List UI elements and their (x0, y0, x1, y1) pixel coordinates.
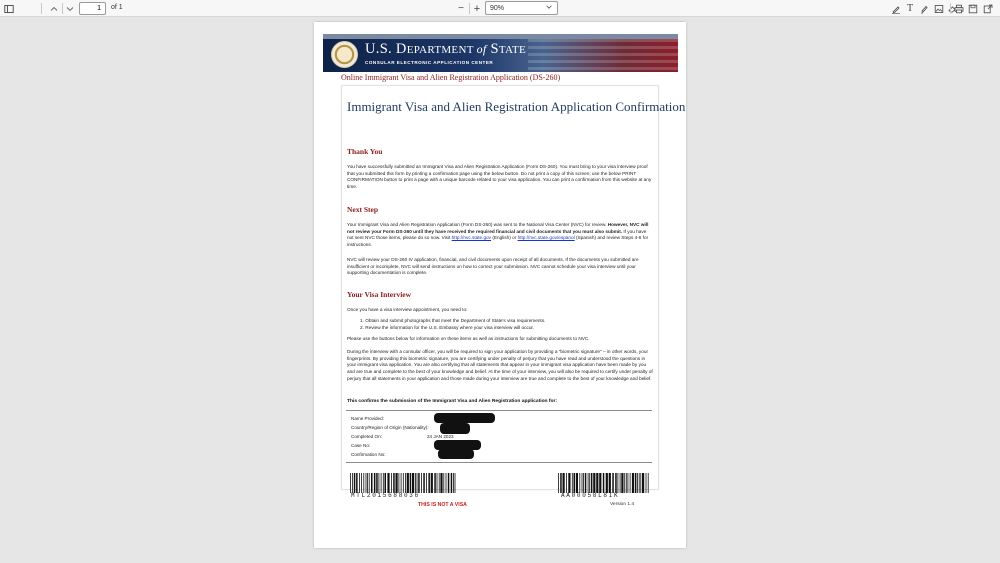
barcode-bar (391, 473, 392, 493)
brand-part-1: U.S. D (365, 41, 407, 57)
barcode-bar (624, 473, 625, 493)
toolbar-divider (62, 3, 63, 14)
barcode-bar (451, 473, 453, 493)
field-label-confirmation: Confirmation No: (351, 452, 386, 457)
zoom-select[interactable] (485, 1, 558, 15)
barcode-bar (589, 473, 590, 493)
barcode-bar (381, 473, 382, 493)
interview-list (360, 318, 545, 331)
barcode-bar (359, 473, 360, 493)
barcode-bar (646, 473, 647, 493)
barcode-bar (642, 473, 644, 493)
barcode-bar (443, 473, 444, 493)
barcode-bar (361, 473, 362, 493)
field-label-case: Case No: (351, 443, 371, 448)
print-icon[interactable] (953, 2, 965, 15)
page-up-icon[interactable] (48, 2, 60, 15)
barcode-bar (599, 473, 601, 493)
nvc-english-link[interactable]: http://nvc.state.gov (451, 235, 492, 241)
nvc-spanish-link[interactable]: http://nvc.state.gov/espanol (517, 235, 575, 241)
barcode-bar (603, 473, 605, 493)
barcode-bar (421, 473, 422, 493)
barcode-bar (369, 473, 370, 493)
barcode-right-text: AA00058L8IK (561, 492, 620, 499)
zoom-out-icon[interactable]: − (458, 3, 464, 14)
barcode-bar (596, 473, 598, 493)
next-step-paragraph-1 (347, 222, 653, 249)
barcode-bar (366, 473, 367, 493)
brand-part-3: S (486, 41, 499, 57)
visa-interview-heading: Your Visa Interview (347, 290, 412, 299)
brand-part-2: EPARTMENT (406, 44, 477, 56)
brand-part-4: TATE (498, 44, 527, 56)
barcode-bar (558, 473, 559, 493)
next-step-paragraph-2: NVC will review your DS-260 IV application, financial, and civil documents upon receipt of all documents. If the documents you submitted are insufficient or incomplete, NVC will send instructions on how to correct your submission. NVC cannot schedule your visa interview until your supporting documentation is complete. (347, 257, 639, 276)
barcode-bar (563, 473, 565, 493)
barcode-bar (393, 473, 395, 493)
barcode-bar (439, 473, 440, 493)
barcode-bar (437, 473, 438, 493)
barcode-bar (455, 473, 456, 493)
thank-you-heading: Thank You (347, 147, 383, 156)
barcode-left-text: MTL2015688036 (351, 492, 420, 499)
field-label-name: Name Provided: (351, 416, 384, 421)
redacted-confirmation-number (438, 449, 474, 459)
list-item: 1. Obtain and submit photographs that meet the Department of State's visa requirements. (360, 318, 546, 323)
interview-intro: Once you have a visa interview appointment, you need to: (347, 307, 468, 312)
barcode-bar (371, 473, 373, 493)
version-label: Version 1.4 (610, 502, 635, 507)
field-value-completed: 24 JAN 2023 (427, 434, 454, 439)
barcode-bar (583, 473, 584, 493)
barcode-bar (621, 473, 623, 493)
brand-part-of: of (476, 42, 487, 56)
highlight-icon[interactable] (918, 2, 930, 15)
draw-icon[interactable] (890, 2, 902, 15)
barcode-bar (387, 473, 389, 493)
sidebar-toggle-icon[interactable] (3, 2, 15, 15)
barcode-bar (560, 473, 562, 493)
zoom-in-icon[interactable]: + (473, 2, 481, 15)
divider (346, 462, 652, 463)
barcode-bar (374, 473, 376, 493)
barcode-bar (593, 473, 595, 493)
state-department-banner (323, 34, 678, 72)
text-icon[interactable]: T (906, 3, 914, 14)
barcode-bar (626, 473, 627, 493)
barcode-bar (401, 473, 402, 493)
confirmation-statement: This confirms the submission of the Immigrant Visa and Alien Registration application for: (347, 399, 558, 404)
field-label-completed: Completed On: (351, 434, 382, 439)
divider (346, 410, 652, 411)
pdf-toolbar (0, 0, 1000, 17)
barcode-bar (412, 473, 414, 493)
barcode-bar (582, 473, 583, 493)
field-label-nationality: Country/Region of Origin (Nationality): (351, 425, 429, 430)
barcode-bar (574, 473, 576, 493)
barcode-bar (648, 473, 649, 493)
barcode-bar (566, 473, 567, 493)
barcode-bar (630, 473, 631, 493)
not-a-visa-notice: THIS IS NOT A VISA (418, 502, 467, 508)
barcode-bar (632, 473, 634, 493)
page-down-icon[interactable] (64, 2, 76, 15)
barcode-bar (635, 473, 637, 493)
barcode-bar (356, 473, 358, 493)
barcode-bar (405, 473, 406, 493)
barcode-bar (417, 473, 418, 493)
thank-you-text: You have successfully submitted an Immigrant Visa and Alien Registration Application (Form DS-260). You must bring to your visa interview proof that you submitted this form by printing a confirmation page using the below button. Do not print a copy of this screen; use the below PRINT CONFIRMATION button to print a page with a unique barcode related to your visa application. You can print a confirmation from this website at any time. (347, 164, 652, 190)
flag-stripes (528, 39, 678, 72)
barcode-bar (591, 473, 593, 493)
barcode-bar (576, 473, 578, 493)
redacted-nationality (440, 423, 470, 434)
next-step-text-e: (Spanish) and review Steps 4-6 for instructions. (347, 235, 649, 248)
barcode-bar (383, 473, 384, 493)
toolbar-divider (41, 3, 42, 14)
barcode-right (558, 473, 650, 493)
barcode-bar (367, 473, 368, 493)
barcode-bar (379, 473, 380, 493)
barcode-bar (428, 473, 430, 493)
confirmation-panel (341, 85, 686, 508)
barcode-bar (639, 473, 640, 493)
barcode-bar (350, 473, 351, 493)
next-step-text-a: Your Immigrant Visa and Alien Registration Application (Form DS-260) was sent to the National Visa Center (NVC) for review. (347, 222, 607, 227)
next-step-heading: Next Step (347, 205, 379, 214)
export-icon[interactable] (982, 2, 994, 15)
barcode-bar (615, 473, 617, 493)
barcode-bar (453, 473, 454, 493)
next-step-text-c: If you have not sent NVC those items, please do so now. Visit (347, 228, 647, 241)
barcode-left (350, 473, 457, 493)
page-count-label: of 1 (111, 4, 123, 11)
barcode-bar (620, 473, 621, 493)
redacted-name (434, 413, 495, 423)
barcode-bar (376, 473, 378, 493)
barcode-bar (585, 473, 587, 493)
barcode-bar (609, 473, 611, 493)
barcode-bar (354, 473, 356, 493)
biometric-signature-text: During the interview with a consular officer, you will be required to sign your application by providing a "biometric signature" – in other words, your fingerprints. By providing this biometric signature, you are certifying under penalty of perjury that you have read and understood the questions in your immigrant visa application. You are also certifying that all statements that appear in your immigrant visa application have been made by you and are true and complete to the best of your knowledge and belief. At the time of your interview, you will also be required to certify under penalty of perjury that all statements in your application and those made during your interview are true and complete to the best of your knowledge and belief. (347, 349, 653, 381)
barcode-bar (385, 473, 387, 493)
barcode-bar (363, 473, 364, 493)
next-step-text-d: (English) or (491, 235, 518, 241)
toolbar-divider (469, 3, 470, 14)
zoom-value: 90% (490, 4, 505, 12)
barcode-bar (618, 473, 619, 493)
barcode-bar (628, 473, 629, 493)
brand-title (365, 41, 526, 58)
barcode-bar (440, 473, 442, 493)
barcode-bar (446, 473, 447, 493)
barcode-bar (399, 473, 400, 493)
barcode-bar (431, 473, 433, 493)
image-icon[interactable] (933, 2, 945, 15)
barcode-bar (606, 473, 608, 493)
barcode-bar (568, 473, 570, 493)
barcode-bar (403, 473, 404, 493)
barcode-bar (579, 473, 580, 493)
save-icon[interactable] (967, 2, 979, 15)
barcode-bar (640, 473, 641, 493)
barcode-bar (637, 473, 638, 493)
barcode-bar (572, 473, 573, 493)
pdf-page (314, 22, 686, 548)
barcode-bar (423, 473, 425, 493)
brand-subtitle: CONSULAR ELECTRONIC APPLICATION CENTER (365, 60, 494, 65)
page-number-input[interactable] (79, 2, 106, 15)
form-title: Online Immigrant Visa and Alien Registration Application (DS-260) (341, 73, 561, 82)
barcode-bar (448, 473, 450, 493)
barcode-bar (415, 473, 416, 493)
barcode-bar (418, 473, 420, 493)
toolbar-divider (950, 3, 951, 14)
chevron-down-icon (545, 3, 553, 13)
list-item: 2. Review the information for the U.S. Embassy where your visa interview will occur. (360, 324, 535, 330)
barcode-bar (396, 473, 398, 493)
barcode-bar (410, 473, 412, 493)
barcode-bar (434, 473, 436, 493)
interview-buttons-text: Please use the buttons below for information on these items as well as instructions for submitting documents to NVC. (347, 336, 590, 341)
next-step-text-b: However, NVC will not review your Form DS-260 until they have received the required financial and civil documents that you must also submit. (347, 222, 649, 234)
department-seal-icon (331, 41, 358, 68)
barcode-bar (352, 473, 353, 493)
barcode-bar (612, 473, 614, 493)
barcode-bar (407, 473, 409, 493)
barcode-bar (588, 473, 589, 493)
barcode-bar (426, 473, 427, 493)
page-heading: Immigrant Visa and Alien Registration Application Confirmation (347, 99, 686, 114)
